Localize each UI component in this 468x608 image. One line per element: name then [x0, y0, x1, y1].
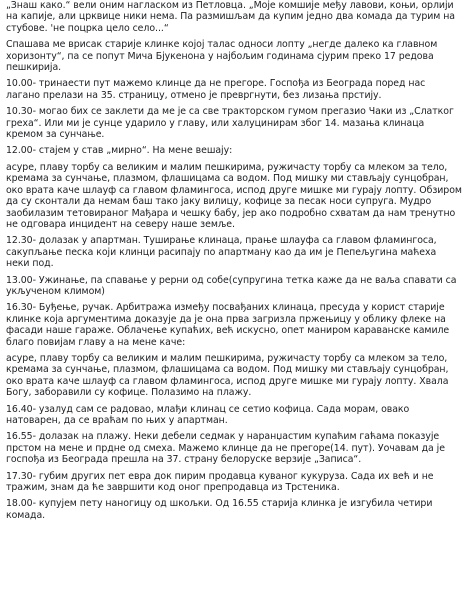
paragraph-1230: 12.30- долазак у апартман. Туширање клинаца, прање шлауфа са главом фламингоса, сакупљање песка који клинци расипају по апартману као да им је Пепељугина маћеха неки под.	[6, 235, 437, 270]
paragraph-load-list-1: асуре, плаву торбу са великим и малим пешкирима, ружичасту торбу са млеком за тело, кремама за сунчање, плазмом, флашицама са водом. Под мишку ми стављају сунцобран, око врата каче шлауф са главом фламингоса, испод друге мишке ми гурају лопту. Обзиром да су сконтали да немам баш тако јаку вилицу, кофице за песак носи супруга. Мудро заобилазим тетовираног Мађара и чешку бабу, јер ако подробно схватам да нам тренутно не одговара инцидент на северу наше земље.	[6, 161, 462, 230]
paragraph-1800: 18.00- купујем пету наногицу од шкољки. Од 16.55 старија клинка је изгубила четири комада.	[6, 498, 433, 521]
paragraph-1630: 16.30- Буђење, ручак. Арбитража између посвађаних клинаца, пресуда у корист старије клинке која аргументима доказује да је она прва загризла пржењицу у облику флеке на фасади наше гараже. Облачење купаћих, већ искусно, опет маниром караванске камиле благо повијам главу а на мене каче:	[6, 302, 450, 348]
paragraph-load-list-2: асуре, плаву торбу са великим и малим пешкирима, ружичасту торбу са млеком за тело, кремама за сунчање, плазмом, флашицама са водом. Под мишку ми стављају сунцобран, око врата каче шлауф са главом фламингоса, испод друге мишке ми гурају лопту. Хвала Богу, заборавили су кофице. Полазимо на плажу.	[6, 352, 449, 399]
paragraph-1200: 12.00- стајем у став „мирно“. На мене вешају:	[6, 145, 233, 157]
paragraph-1300: 13.00- Ужинање, па спавање у рерни од собе(супругина тетка каже да не ваља спавати са укљученом климом)	[6, 274, 457, 297]
paragraph-monuments: „Знаш како.“ вели оним нагласком из Петловца. „Моје комшије међу лавови, коњи, орлији на капије, али црквице ники нема. Па размишљам да купим једно два комада да турим на стубове. 'не поцрка цело село...“	[6, 0, 455, 34]
paragraph-1000: 10.00- тринаести пут мажемо клинце да не прегоре. Госпођа из Београда поред нас лагано прелази на 35. страницу, отмено је превргнути, без лизања прстију.	[6, 78, 426, 101]
paragraph-ball-rescue: Спашава ме врисак старије клинке којој талас односи лопту „негде далеко ка главном хоризонту“, па се попут Мича Бјукенона у најбољим годинама сјурим преко 17 редова пешкирија.	[6, 39, 438, 74]
paragraph-1730: 17.30- губим других пет евра док пирим продавца куваног кукуруза. Сада их већ и не тражим, знам да ће завршити код оног препродавца из Трстеника.	[6, 470, 434, 494]
paragraph-1030: 10.30- могао бих се заклети да ме је са све тракторском гумом прегазио Чаки из „Слатког греха“. Или ми је сунце ударило у главу, или халуцинирам због 14. мазања клинаца кремом за сунчање.	[6, 106, 454, 141]
paragraph-1655: 16.55- долазак на плажу. Неки дебели седмак у наранџастим купаћим гаћама показује прстом на мене и прдне од смеха. Мажемо клинце да не прегоре(14. пут). Уочавам да је госпођа из Београда прешла на 37. страну белоруске верзије „Записа“.	[6, 431, 445, 466]
paragraph-1640: 16.40- узалуд сам се радовао, млађи клинац се сетио кофица. Сада морам, овако натоварен, да се враћам по њих у апартман.	[6, 403, 410, 426]
